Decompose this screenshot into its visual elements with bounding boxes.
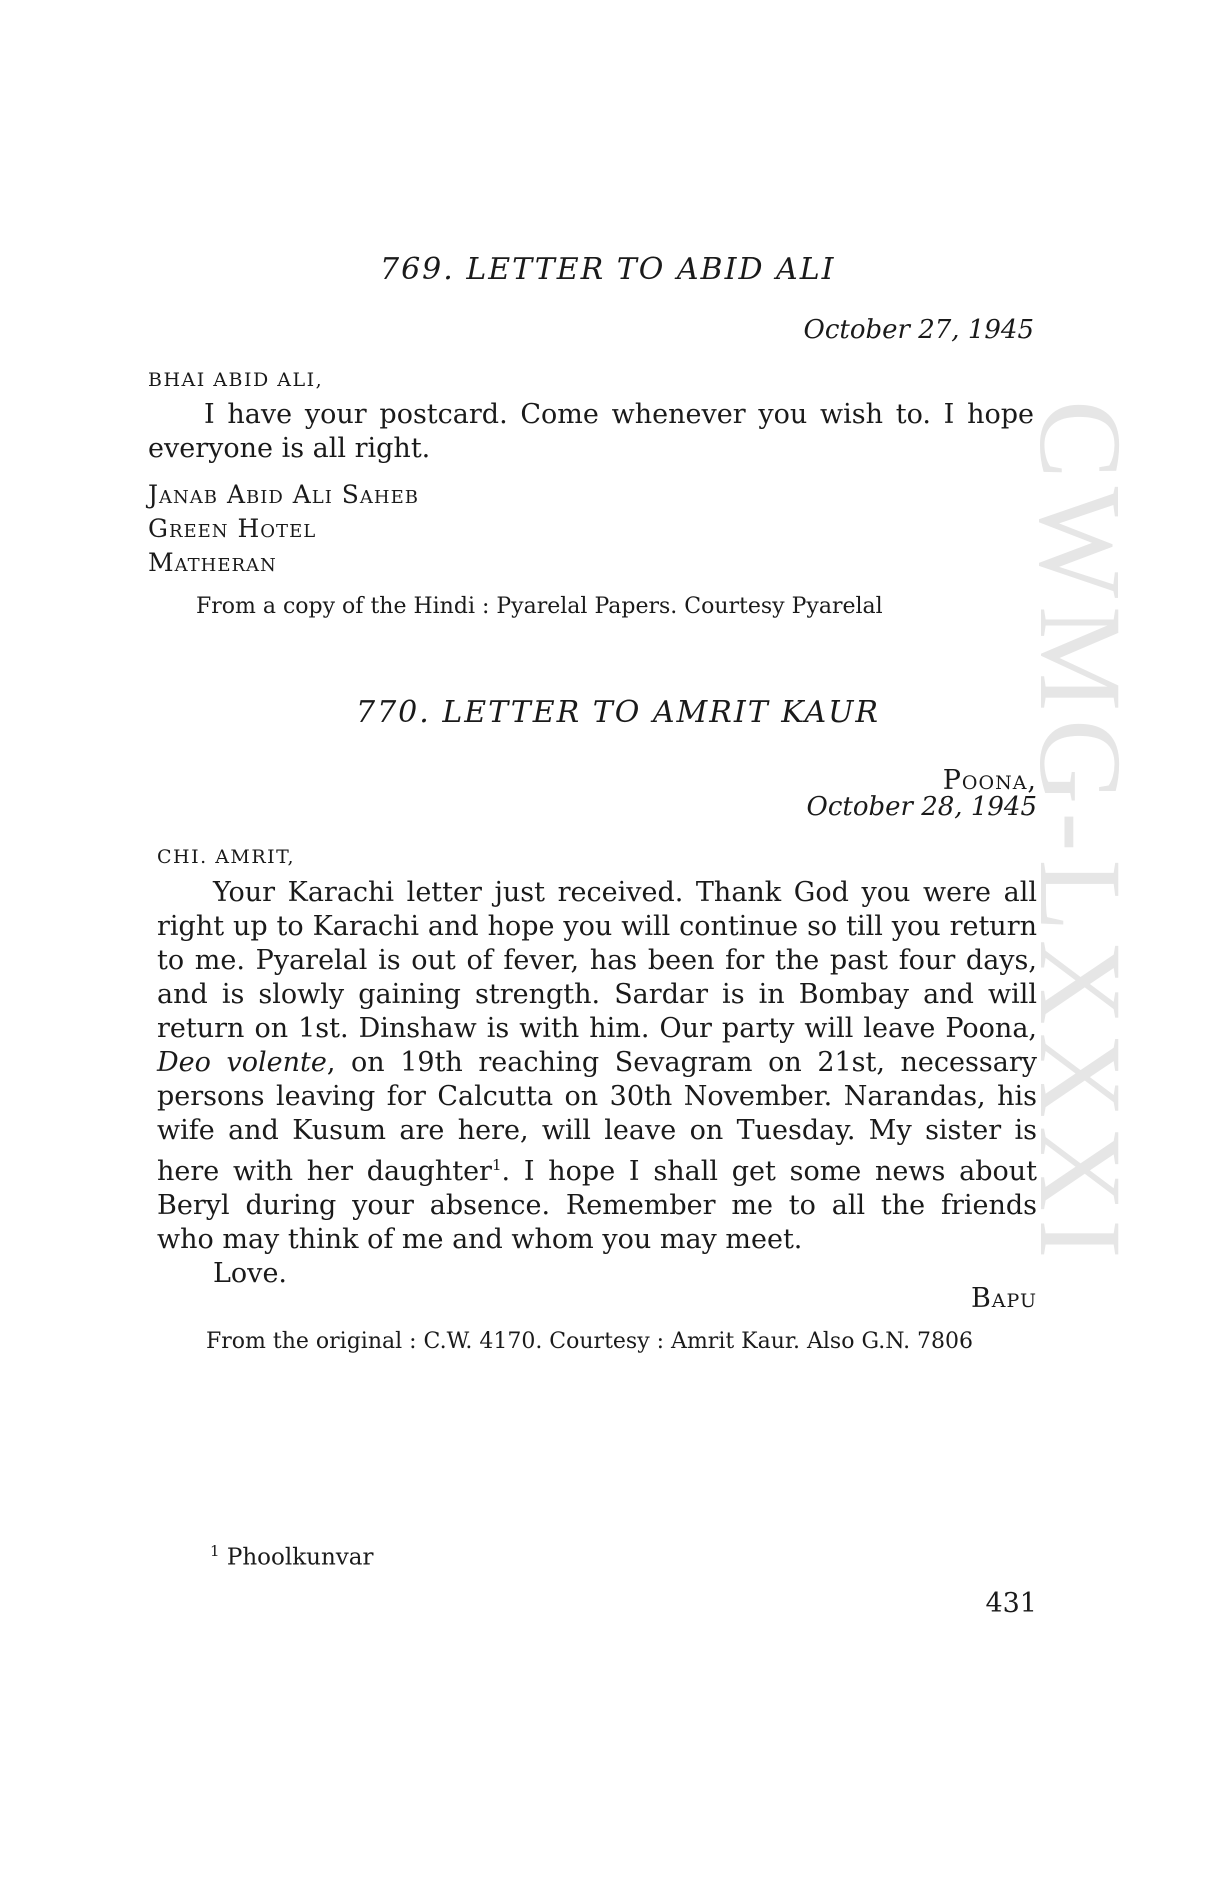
text-segment: Your Karachi letter just received. Thank God you were all right up to Karachi and hope you will continue so till you return to me. Pyarelal is out of fever, has been for the past four days, and is slowly gaining strength. Sardar is in Bombay and will return on 1st. Dinshaw is with him. Our party will leave Poona, (157, 877, 1037, 1044)
letter-769-paragraph: I have your postcard. Come whenever you wish to. I hope everyone is all right. (148, 399, 1034, 464)
italic-phrase: Deo volente (157, 1047, 327, 1078)
letter-770-heading: 770. LETTER TO AMRIT KAUR (356, 695, 880, 730)
watermark: CWMG-LXXXI (1015, 400, 1146, 1267)
letter-770-signature: Bapu (970, 1283, 1037, 1314)
letter-770-place: Poona, (942, 765, 1037, 796)
footnote (210, 1542, 373, 1571)
letter-769-salutation: BHAI ABID ALI, (148, 369, 324, 391)
letter-769-address (148, 478, 419, 580)
letter-769-date: October 27, 1945 (803, 315, 1034, 345)
footnote-marker: 1 (491, 1156, 502, 1174)
letter-769-source: From a copy of the Hindi : Pyarelal Papers. Courtesy Pyarelal (196, 594, 883, 619)
letter-770-source: From the original : C.W. 4170. Courtesy : Amrit Kaur. Also G.N. 7806 (206, 1329, 974, 1354)
text-segment: . I hope I shall get some news about Beryl during your absence. Remember me to all the friends who may think of me and whom you may meet. (157, 1156, 1037, 1255)
letter-770-body (157, 876, 1037, 1291)
address-line: Matheran (148, 548, 277, 577)
page-number: 431 (985, 1588, 1037, 1619)
text-segment: , on 19th reaching Sevagram on 21st, necessary persons leaving for Calcutta on 30th November. Narandas, his wife and Kusum are here, will leave on Tuesday. My sister is here with her daughter (157, 1047, 1037, 1187)
letter-769-body (148, 398, 1034, 466)
letter-770-date: October 28, 1945 (806, 792, 1037, 822)
letter-770-closing: Love. (213, 1258, 287, 1289)
letter-770-paragraph (157, 876, 1037, 1257)
letter-770-salutation: CHI. AMRIT, (157, 846, 296, 868)
footnote-number: 1 (210, 1542, 220, 1560)
footnote-text: Phoolkunvar (226, 1544, 374, 1571)
letter-769-heading: 769. LETTER TO ABID ALI (380, 252, 836, 287)
address-line: Green Hotel (148, 514, 317, 543)
address-line: Janab Abid Ali Saheb (148, 480, 419, 509)
